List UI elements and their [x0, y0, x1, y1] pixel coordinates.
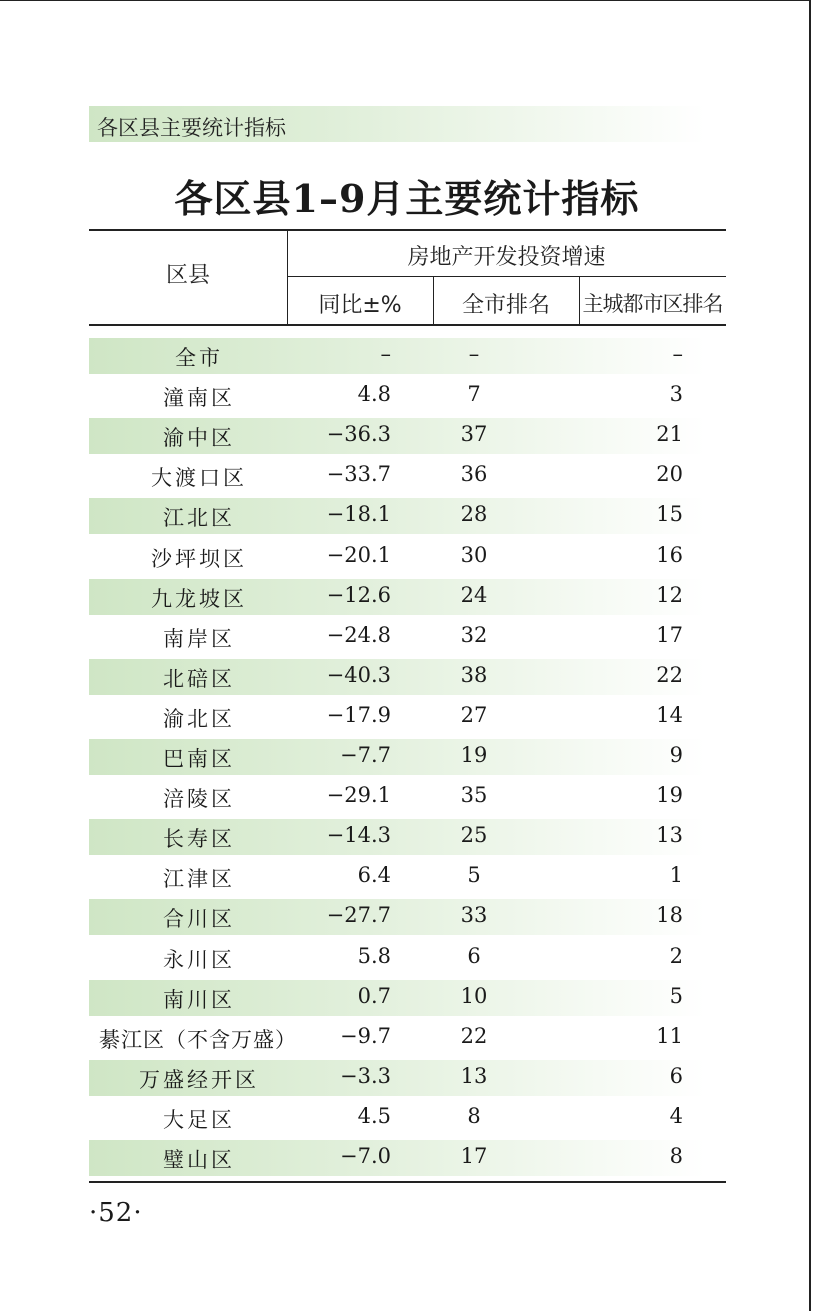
city-rank-cell: 19 [460, 743, 488, 767]
main-rank-cell: 22 [656, 663, 683, 687]
city-rank-cell: 36 [460, 462, 488, 486]
yoy-value-cell: −3.3 [340, 1064, 391, 1088]
main-rank-cell: 14 [656, 703, 683, 727]
table-row [89, 458, 705, 494]
county-name-cell: 渝中区 [163, 426, 235, 450]
main-rank-cell: 21 [656, 422, 683, 446]
county-name-cell: 南川区 [163, 988, 235, 1012]
county-name-cell: 合川区 [163, 907, 235, 931]
table-row [89, 498, 705, 534]
yoy-value-cell: −9.7 [340, 1024, 391, 1048]
table-row [89, 418, 705, 454]
column-group-header: 房地产开发投资增速 [407, 245, 606, 270]
county-name-cell: 大渡口区 [151, 466, 247, 490]
table-row [89, 338, 705, 374]
main-rank-cell: 16 [656, 543, 683, 567]
table-row [89, 539, 705, 575]
table-row [89, 819, 705, 855]
main-rank-cell: 3 [669, 382, 683, 406]
county-name-cell: 全市 [175, 346, 223, 370]
main-rank-cell: 12 [656, 583, 683, 607]
table-row [89, 1060, 705, 1096]
yoy-value-cell: −7.0 [340, 1144, 391, 1168]
main-rank-cell: 13 [656, 823, 683, 847]
county-name-cell: 万盛经开区 [139, 1068, 259, 1092]
city-rank-cell: 10 [460, 984, 488, 1008]
county-name-cell: 江北区 [163, 506, 235, 530]
city-rank-cell: 8 [467, 1104, 481, 1128]
table-row [89, 378, 705, 414]
column-header-county: 区县 [165, 263, 210, 288]
city-rank-cell: 17 [460, 1144, 488, 1168]
table-row [89, 739, 705, 775]
city-rank-cell: 27 [460, 703, 488, 727]
table-row [89, 699, 705, 735]
yoy-value-cell: – [380, 342, 391, 366]
city-rank-cell: 33 [460, 903, 488, 927]
city-rank-cell: 37 [460, 422, 488, 446]
main-rank-cell: 15 [656, 502, 683, 526]
yoy-value-cell: −40.3 [326, 663, 391, 687]
county-name-cell: 江津区 [163, 867, 235, 891]
county-name-cell: 长寿区 [163, 827, 235, 851]
column-header-city-rank: 全市排名 [461, 293, 550, 318]
table-row [89, 579, 705, 615]
yoy-value-cell: −20.1 [326, 543, 391, 567]
city-rank-cell: 30 [460, 543, 488, 567]
table-row [89, 980, 705, 1016]
county-name-cell: 潼南区 [163, 386, 235, 410]
section-label: 各区县主要统计指标 [97, 116, 286, 140]
county-name-cell: 大足区 [163, 1108, 235, 1132]
city-rank-cell: 28 [460, 502, 488, 526]
main-rank-cell: 4 [669, 1104, 683, 1128]
city-rank-cell: – [468, 342, 480, 366]
main-rank-cell: 8 [669, 1144, 683, 1168]
city-rank-cell: 7 [467, 382, 481, 406]
yoy-value-cell: 4.5 [357, 1104, 391, 1128]
section-header-bar [89, 106, 705, 142]
county-name-cell: 渝北区 [163, 707, 235, 731]
yoy-value-cell: −7.7 [340, 743, 391, 767]
yoy-value-cell: 5.8 [357, 944, 391, 968]
city-rank-cell: 38 [460, 663, 488, 687]
main-rank-cell: 6 [669, 1064, 683, 1088]
city-rank-cell: 35 [460, 783, 488, 807]
yoy-value-cell: 6.4 [357, 863, 391, 887]
table-row [89, 899, 705, 935]
yoy-value-cell: −17.9 [326, 703, 391, 727]
yoy-value-cell: −36.3 [326, 422, 391, 446]
main-rank-cell: 20 [656, 462, 683, 486]
table-row [89, 659, 705, 695]
table-row [89, 940, 705, 976]
county-name-cell: 北碚区 [163, 667, 235, 691]
main-rank-cell: 17 [656, 623, 683, 647]
county-name-cell: 九龙坡区 [151, 587, 247, 611]
main-rank-cell: 19 [656, 783, 683, 807]
county-name-cell: 南岸区 [163, 627, 235, 651]
city-rank-cell: 25 [460, 823, 488, 847]
county-name-cell: 沙坪坝区 [151, 547, 247, 571]
table-row [89, 1100, 705, 1136]
yoy-value-cell: −33.7 [326, 462, 391, 486]
main-rank-cell: 18 [656, 903, 683, 927]
county-name-cell: 涪陵区 [163, 787, 235, 811]
yoy-value-cell: −12.6 [326, 583, 391, 607]
column-header-yoy: 同比±% [318, 293, 402, 318]
city-rank-cell: 32 [460, 623, 488, 647]
county-name-cell: 永川区 [163, 948, 235, 972]
main-rank-cell: 11 [656, 1024, 683, 1048]
city-rank-cell: 6 [467, 944, 481, 968]
table-row [89, 619, 705, 655]
table-bottom-rule [89, 1181, 726, 1183]
main-rank-cell: 2 [669, 944, 683, 968]
page-number: ·52· [89, 1198, 143, 1228]
page-title: 各区县1–9月主要统计指标 [174, 176, 640, 221]
table-row [89, 1140, 705, 1176]
main-rank-cell: 1 [669, 863, 683, 887]
table-row [89, 859, 705, 895]
city-rank-cell: 24 [460, 583, 488, 607]
county-name-cell: 璧山区 [163, 1148, 235, 1172]
city-rank-cell: 5 [467, 863, 481, 887]
page-right-border [809, 0, 811, 1311]
city-rank-cell: 13 [460, 1064, 488, 1088]
yoy-value-cell: −29.1 [326, 783, 391, 807]
main-rank-cell: – [672, 342, 683, 366]
city-rank-cell: 22 [460, 1024, 488, 1048]
table-row [89, 779, 705, 815]
header-mid-rule [287, 276, 726, 277]
main-rank-cell: 9 [669, 743, 683, 767]
yoy-value-cell: −18.1 [326, 502, 391, 526]
county-name-cell: 綦江区（不含万盛） [99, 1028, 297, 1052]
yoy-value-cell: 4.8 [357, 382, 391, 406]
page-top-border [0, 0, 810, 1]
yoy-value-cell: −27.7 [326, 903, 391, 927]
main-rank-cell: 5 [669, 984, 683, 1008]
table-top-rule [89, 229, 726, 231]
yoy-value-cell: −14.3 [326, 823, 391, 847]
yoy-value-cell: −24.8 [326, 623, 391, 647]
header-bottom-rule [89, 324, 726, 326]
county-name-cell: 巴南区 [163, 747, 235, 771]
column-header-main-rank: 主城都市区排名 [582, 292, 723, 316]
yoy-value-cell: 0.7 [357, 984, 391, 1008]
table-row [89, 1020, 705, 1056]
